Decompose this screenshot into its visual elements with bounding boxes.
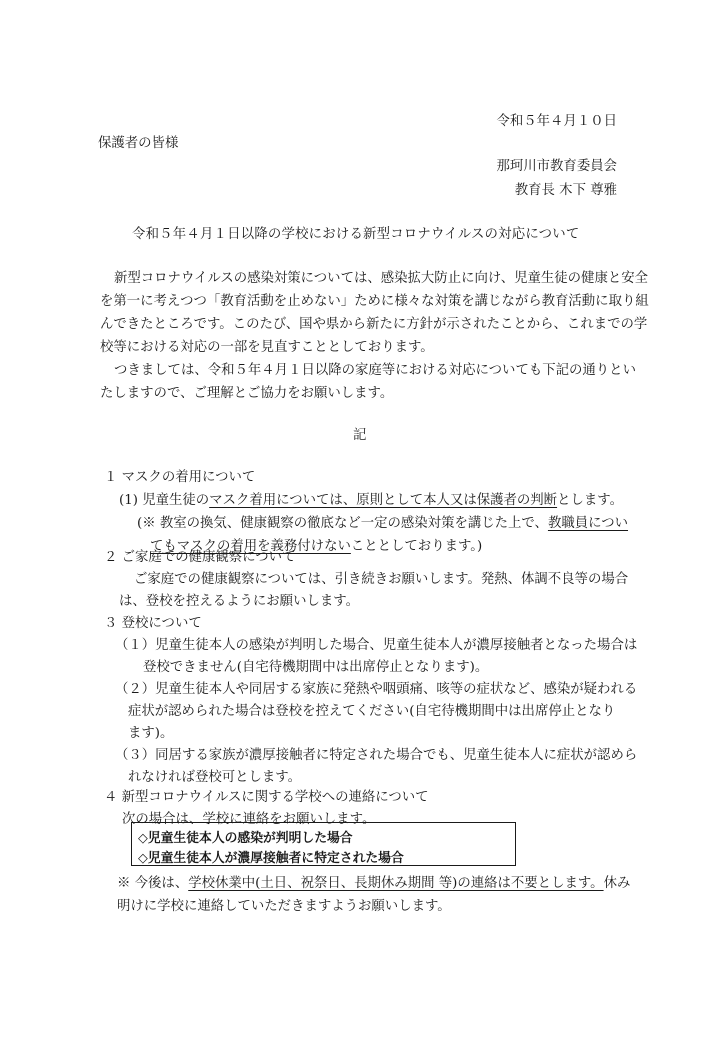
section1-item1-pre: (1) 児童生徒の xyxy=(119,493,210,508)
section4-note-post: 休み xyxy=(603,876,631,891)
section1-item1-underlined: マスク着用については、原則として本人又は保護者の判断 xyxy=(209,493,558,508)
contact-condition-1: ◇児童生徒本人の感染が判明した場合 xyxy=(138,831,353,846)
section3-item2-line2: 症状が認められた場合は登校を控えてください(自宅待機期間中は出席停止となり xyxy=(128,704,616,719)
section1-note-line1 xyxy=(137,512,628,531)
ki-label: 記 xyxy=(353,428,367,443)
intro-p2-line1: つきましては、令和５年４月１日以降の家庭等における対応についても下記の通りとい xyxy=(114,363,636,378)
section1-note-pre: (※ 教室の換気、健康観察の徹底など一定の感染対策を講じた上で、 xyxy=(137,516,548,531)
section3-item1-line1: （１）児童生徒本人の感染が判明した場合、児童生徒本人が濃厚接触者となった場合は xyxy=(115,638,638,653)
section3-item3-line2: れなければ登校可とします。 xyxy=(128,770,302,785)
section3-heading: ３ 登校について xyxy=(104,616,202,631)
section2-heading: ２ ご家庭での健康観察について xyxy=(104,550,296,565)
section4-note-pre: ※ 今後は、 xyxy=(117,876,189,891)
section3-item1-line2: 登校できません(自宅待機期間中は出席停止となります)。 xyxy=(143,660,489,675)
section3-item2-line1: （２）児童生徒本人や同居する家族に発熱や咽頭痛、咳等の症状など、感染が疑われる xyxy=(115,682,638,697)
section1-note-underlined2: てもマスクの着用を義務付けない xyxy=(150,539,351,554)
section3-item3-line1: （３）同居する家族が濃厚接触者に特定された場合でも、児童生徒本人に症状が認めら xyxy=(115,748,638,763)
section1-note-post: こととしております。) xyxy=(350,539,483,554)
section1-note-underlined1: 教職員につい xyxy=(547,516,629,531)
section4-note-line2: 明けに学校に連絡していただきますようお願いします。 xyxy=(117,899,451,914)
section4-note-underlined: 学校休業中(土日、祝祭日、長期休み期間 等)の連絡は不要とします。 xyxy=(188,876,604,891)
section4-heading: ４ 新型コロナウイルスに関する学校への連絡について xyxy=(104,790,429,805)
sender-organization: 那珂川市教育委員会 xyxy=(496,159,617,174)
sender-name: 教育長 木下 尊雅 xyxy=(514,183,617,198)
section2-line1: ご家庭での健康観察については、引き続きお願いします。発熱、体調不良等の場合 xyxy=(134,572,629,587)
section1-item1-post: とします。 xyxy=(557,493,623,508)
document-title: 令和５年４月１日以降の学校における新型コロナウイルスの対応について xyxy=(132,227,580,242)
section2-line2: は、登校を控えるようにお願いします。 xyxy=(119,594,359,609)
section3-item2-line3: ます)。 xyxy=(128,726,174,741)
intro-p2-line2: たしますので、ご理解とご協力をお願いします。 xyxy=(100,386,394,401)
intro-p1-line4: 校等における対応の一部を見直すこととしております。 xyxy=(100,340,434,355)
contact-conditions-box xyxy=(131,822,516,866)
section1-heading: １ マスクの着用について xyxy=(104,470,256,485)
intro-p1-line1: 新型コロナウイルスの感染対策については、感染拡大防止に向け、児童生徒の健康と安全 xyxy=(114,271,649,286)
intro-p1-line2: を第一に考えつつ「教育活動を止めない」ために様々な対策を講じながら教育活動に取り組 xyxy=(100,294,649,309)
intro-p1-line3: んできたところです。このたび、国や県から新たに方針が示されたことから、これまでの学 xyxy=(100,317,648,332)
addressee: 保護者の皆様 xyxy=(98,136,179,151)
section4-note-line1 xyxy=(117,872,630,891)
contact-condition-2: ◇児童生徒本人が濃厚接触者に特定された場合 xyxy=(138,851,404,866)
section1-item1 xyxy=(119,489,623,508)
document-date: 令和５年４月１０日 xyxy=(496,114,617,129)
section4-lead: 次の場合は、学校に連絡をお願いします。 xyxy=(122,812,376,827)
